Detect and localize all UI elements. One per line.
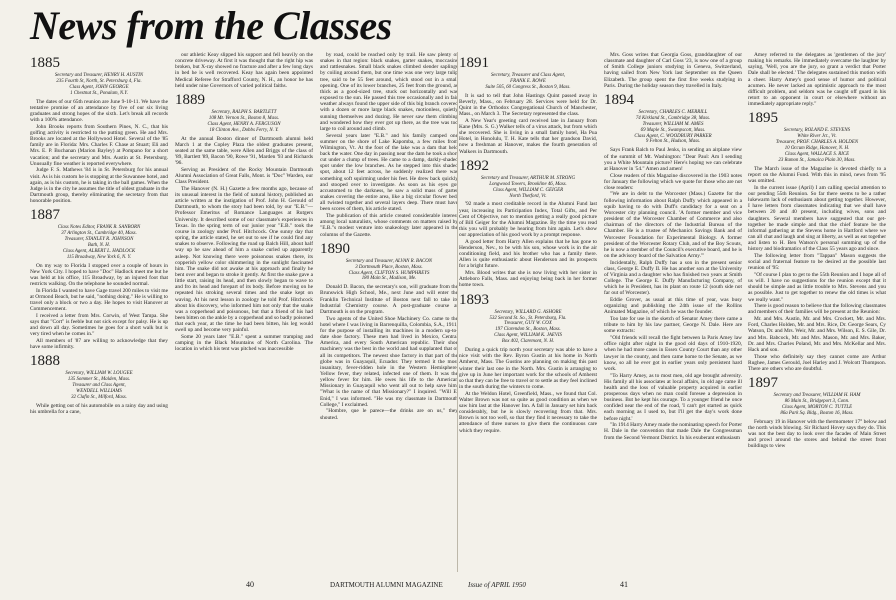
news-paragraph: During a quick trip north your secretary was able to have a nice visit with the Rev. Byron Gustin at his home in North Amherst, Mass. The Gustins are planning on making this past winter their last one in the North. Mrs. Gustin is arranging to give up in June her important work for the schools of Amherst so that they can be free to travel or to settle as they feel inclined in the south during the winters to come. — [459, 347, 597, 390]
officer-line: 1 Chestnut St., Ponalam, N.Y. — [70, 90, 128, 96]
class-officers — [748, 128, 886, 163]
masthead-title: News from the Classes — [30, 3, 392, 48]
news-paragraph: Mr. and Mrs. Austin, Mr. and Mrs. Crockett, Mr. and Mrs. Ford, Charles Holden, Mr. and Mrs. Rice, Dr. George Sears, Cy Watson, Dr. and Mrs. Weir, Mr. and Mrs. Wilson, E. S. Gile, Dr. and Mrs. Babcock, Mr. and Mrs. Mason, Mr. and Mrs. Baker, Dr. and Mrs. Charles Poland, Mr. and Mrs. McKellar and Mrs. Hack and son. — [748, 316, 886, 353]
news-paragraph: Several years later "E.B." and his family camped one summer on the shore of Lake Kapomba, a few miles from Wilmington, Vt. At the foot of the lake was a dam that held back the water. One day in passing near the dam he took a short cut under a clump of trees. He came to a damp, darkly-shaded spot under the low branches. As he stepped into this shaded spot, about 12 feet across, he suddenly realized there was something soft squirming under his feet. He drew back quickly and stooped over to investigate. As soon as his eyes got accustomed to the darkness, he saw a solid mass of garter snakes covering the entire area, like a big circular flower bed, all twisted together and several layers deep. There must have been scores of them, his article stated. — [320, 132, 458, 213]
officer-line: Secretary and Treasurer, ALVAN R. BACON — [345, 258, 433, 264]
column-6 — [748, 52, 886, 450]
news-paragraph: At the Weldon Hotel, Greenfield, Mass., we found that Col. Walter Brown was not so quite as good condition as when we saw him last at the Hanover Inn. A fall in January set him back considerably, but he is slowly recovering from that. Mrs. Brown is not too well, so that they find it necessary to take the attendance of three nurses to give them the continuous care which they require. — [459, 390, 597, 434]
officer-line: 9 Felton St., Hudson, Mass. — [645, 139, 701, 145]
class-year-heading: 1897 — [748, 375, 778, 391]
officer-line: 135 Sommer St., Malden, Mass. — [67, 377, 131, 383]
class-officers — [748, 393, 886, 417]
news-paragraph: "Hombre, que le parece—the drinks are on us," they shouted. — [320, 408, 458, 421]
news-paragraph: The Hanover (N. H.) Gazette a few months ago, because of its unusual interest in the field of natural history, published an article written at the instigation of Prof. John H. Gerould of Dartmouth, to whom the story had been told, by our "E.B."—Professor Emeritus of Romance Languages at Rutgers University. It described some of our classmate's experiences in Texas. In the spring term of our junior year "E.B." took the course in zoology under Prof. Hitchcock. One sunny day that spring, the article stated, he set out to see if he could find any snakes to observe. Following the road up Balch Hill, about half way up he saw ahead of him a snake curled up apparently asleep. Not knowing there were poisonous snakes there, its copperish yellow color shimmering in the sunlight fascinated him. The snake did not awake at his approach and finally he bent over and began to stroke it gently. At first the snake gave a little start, raising its head, and then slowly began to wave to and fro its head and forepart of its body. Before moving on he repeated his stroking several times and the snake kept on waving. At his next lesson in zoology he told Prof. Hitchcock about his discovery, who informed him not only that the snake was a copperhead and poisonous, but that a friend of his had been bitten on the ankle by a copperhead and so badly poisoned that each year, at the time he had been bitten, his leg would swell up and become very painful. — [175, 185, 313, 334]
news-paragraph: Donald D. Bacon, the secretary's son, will graduate from the Brunswick High School, Me., next June and will enter the Franklin Technical Institute of Boston next fall to take its Industrial Chemistry course. A post-graduate course at Dartmouth is on the program. — [320, 284, 458, 315]
officer-line: Class Agent, CLIFTON S. HUMPHREYS — [348, 270, 430, 276]
officer-line: North Thetford, Vt. — [509, 193, 547, 199]
news-paragraph: John Brooks reports from Southern Pines, N. C., that his golfing activity is restricted to the putting green. He and Mrs. Brooks are located at the Hollywood Hotel. Several of the '85 family are in Florida: Mrs. Charles F. Chase at Stuart; Eli and Mrs. E. P. Buchanan (Marion Bayley) at Pompano for a short vacation; and the secretary and Mrs. Austin at St. Petersburg. Unusually fine weather is reported everywhere. — [30, 123, 168, 167]
officer-line: Secretary and Treasurer, HENRY H. AUSTIN — [54, 73, 144, 78]
news-paragraph: In the current issue (April) I am calling special attention to our pending 55th Reunion. So far there seems to be a rather lukewarm lack of enthusiasm about getting together. However, I have letters from classmates indicating that we shall have between 20 and 40 present, including wives, sons and daughters. Several members have suggested that our get-together be made simple and that the chief feature be the informal gathering at the Stevens home in Hartford where we can all chat and laugh and sing at liberty, as well as eat together and listen to H. Ben Watson's personal summing up of the history and biodramatics of the Class 55 years ago and since. — [748, 184, 886, 253]
officer-line: WENDELL WILLIAMS — [76, 389, 122, 395]
news-paragraph: The dates of our 65th reunion are June 9-10-11. We have the tentative promise of an attendance by five of our six living graduates and strong hopes of the sixth. Let's break all records with a 100% attendance. — [30, 98, 168, 124]
class-officers — [459, 310, 597, 345]
officer-line: 3 Dartmouth Place, Boston, Mass. — [355, 264, 423, 270]
officer-line: 86 Main St., Bridgeport 3, Conn. — [784, 398, 850, 404]
news-paragraph: A New Year's greeting card received late in January from Kane (Mrs. S. G.) Walker tells of a virus attack, but from which she recovered. She is living in a small family hotel, Ha Pua Hotel, in Honolulu, T. H. Kate tells that her grandson David, now a freshman at Hanover, makes the fourth generation of Walkers in Dartmouth. — [459, 117, 597, 155]
news-paragraph: A good letter from Harry Allen explains that he has gone to Henderson, Nev., to be with his son, whose work is in the air conditioning field, and his brother who has a family there. Allen is quite enthusiastic about Henderson and its prospects for a bright future. — [459, 238, 597, 270]
news-paragraph: Amey referred to the delegates as 'gentlemen of the jury' making his remarks. He immediately overcame the laughter by saying, 'Well, you are the jury, so grant a verdict that Porter Dale shall be elected.' The delegates sustained this motion with a cheer. Harry Amey's good sense of humor and political acumen. He never lacked an optimistic approach to the most difficult problem, and seldom was he caught off guard in his retort to an opponent in court or elsewhere without an immediately appropriate reply." — [748, 52, 886, 108]
class-officers — [30, 371, 168, 401]
officer-line: Secretary, ROLAND E. STEVENS — [783, 128, 851, 134]
officer-line: Class Notes Editor, FRANK R. SANBORN — [57, 225, 141, 231]
officer-line: Class Agent, WALLACE S. RICE — [784, 152, 850, 158]
officer-line: Treasurer, STANLEY R. JOHNSON — [64, 237, 134, 243]
officer-line: Class Agent, JOHN GEORGE — [69, 84, 129, 90]
column-4 — [459, 52, 597, 434]
column-1 — [30, 52, 168, 416]
news-paragraph: Close readers of this Magazine discovered in the 1903 notes for January the following which we quote for those who are not close readers: — [604, 172, 742, 191]
class-officers — [320, 259, 458, 283]
class-officers — [604, 110, 742, 145]
officer-line: Class Agent, HENRY A. FERGUSON — [207, 121, 281, 127]
page-gutter-divider — [457, 52, 458, 572]
news-paragraph: Serving as President of the Rocky Mountain Dartmouth Alumni Association of Great Falls, Mont. is "Doc" Warden, our Class President. — [175, 166, 313, 186]
class-year-heading: 1893 — [459, 291, 489, 308]
officer-line: Box 402, Claremont, N. H. — [501, 339, 555, 345]
officer-line: Class Agent, WILLIAM C. GEIGER — [492, 187, 564, 193]
news-paragraph: Some 20 years later "E.B." spent a summer tramping and camping in the Black Mountains of North Carolina. The location in which his tent was pitched was inaccessible — [175, 334, 313, 353]
news-paragraph: "We are in debt to the Worcester (Mass.) Gazette for the following information about Ralph Duffy which appeared in a squib having to do with Duff's candidacy for a seat on a Worcester city planning council. 'A former member and vice president of the Worcester Chamber of Commerce and also chairman of the directors of the Industrial Bureau of the Chamber. He is a trustee of Mechanics Savings Bank and of Worcester Foundation for Experimental Biology. A former president of the Worcester Rotary Club, and of the Boy Scouts, he is now a member of the Council's executive board, and he is on the advisory board of the Salvation Army.'" — [604, 191, 742, 260]
officer-line: 37 Arlington St., Cambridge 40, Mass. — [61, 231, 137, 237]
news-paragraph: While getting out of his automobile on a rainy day and using his umbrella for a cane, — [30, 402, 168, 416]
news-paragraph: Mrs. Goss writes that Georgia Goss, granddaughter of our classmate and daughter of Carl Goss '23, is now one of a group of Smith College juniors studying in Geneva, Switzerland, having sailed from New York last September on the Queen Elizabeth. The group spent the first five weeks studying in Paris. During the holiday season they travelled in Italy. — [604, 52, 742, 89]
officer-line: Secretary, WILLARD G. ASHORE — [494, 309, 562, 315]
news-paragraph: Those who definitely say they cannot come are Arthur Rughee, James Gerould, Joel Harley and J. Wolcott Thompson. There are others who are doubtful. — [748, 353, 886, 372]
news-paragraph: "To Harry Amey, as to most men, old age brought adversity. His family all his associates at local affairs, in old age came ill health and the loss of valuable property acquired in earlier prosperous days when no man could foresee a depression in business. But he kept his courage. To a younger friend he once confided near the end of the road, 'I can't get started as quick each morning as I used to, but I'll get the day's work done before night.' — [604, 372, 742, 422]
column-2 — [175, 52, 313, 353]
officer-line: 532 Second St. So., St. Petersburg, Fla. — [489, 315, 567, 321]
officer-line: 23 Ramon St., Jamaica Plain 30, Mass. — [778, 157, 856, 163]
officer-line: 69 Maple St., Swampscott, Mass. — [640, 127, 706, 133]
officer-line: Suite 505, 60 Congress St., Boston 9, Mass. — [485, 84, 571, 90]
officer-line: Secretary, CHARLES C. MERRILL — [638, 109, 708, 115]
officer-line: White River Jct., Vt. — [797, 134, 837, 140]
officer-line: Longwood Towers, Brookline 46, Mass. — [489, 181, 567, 187]
officer-line: FRANK E. ROWE — [510, 78, 546, 84]
news-paragraph: The March issue of the Magazine is devoted chiefly to a report on the Alumni Fund. With this in mind, news from '95 was omitted. — [748, 165, 886, 185]
officer-line: 10 Occum Ridge, Hanover, N. H. — [784, 146, 850, 152]
news-paragraph: I received a letter from Mrs. Corwin, of West Tampa. She says that "Cort" is feeble but not sick except for palsy. He is up and down all day. Sometimes he goes for a short walk but is very tired when he comes in." — [30, 312, 168, 338]
class-officers — [459, 176, 597, 200]
officer-line: Treasurer, GUY W. COX — [504, 321, 552, 327]
class-officers — [30, 225, 168, 260]
officer-line: 74 Kirkland St., Cambridge 38, Mass. — [635, 115, 711, 121]
news-paragraph: by road, could be reached only by trail. He saw plenty of snakes in that region: black snakes, garter snakes, moccasins and rattlesnakes. Small black snakes climbed slender saplings by coiling around them, but one time was one very large tulip tree, said to be 55 feet around, which stood out in a small opening. One of its lower branches, 25 feet from the ground, as thick as a good-sized tree, stuck out horizontally and was exposed to the sun. He passed this tree occasionally and in fair weather always found the upper side of this big branch covered with a dozen or more large black snakes, motionless, quietly sunning themselves and dozing. He never saw them climbing and wondered how they ever got up there, as the tree was too large to coil around and climb. — [320, 52, 458, 132]
officer-line: Secretary, WILLIAM W. LOUGEE — [65, 371, 133, 377]
officer-line: Treasurer and Class Agent, — [72, 383, 126, 389]
news-paragraph: At the annual Boston dinner of Dartmouth alumni held March 1 at the Copley Plaza the oldest graduates present, seated at the same table, were Allen and Briggs of the class of '89, Bartlett '89, Bacon '90, Rowe '91, Marden '93 and Richards '96. — [175, 135, 313, 167]
news-paragraph: Too late for use in the sketch of Senator Amey there came a tribute to him by his law partner, George N. Dale. Here are some extracts: — [604, 316, 742, 335]
news-paragraph: our athletic Keay slipped his support and fell heavily on the concrete driveway. At first it was thought that the right hip was broken, but X-ray showed no fracture and after a few long days in bed he is well recovered. Keay has again been appointed Medical Referee for Strafford County, N. H., an honor he has held under nine Governors of varied political faiths. — [175, 52, 313, 89]
class-officers — [459, 73, 597, 91]
class-year-heading: 1892 — [459, 157, 489, 174]
news-paragraph: Judge F. S. Mathews '84 is in St. Petersburg for his annual visit. As is his custom he is stopping at the Suwannee hotel, and again, as is his custom, he is taking in the ball games. When the Judge is in the city he assumes the title of oldest graduate in the Dartmouth group, thereby eliminating the secretary from that honorable position. — [30, 167, 168, 205]
officer-line: 180 Main St., Madison, Me. — [361, 276, 417, 282]
officer-line: 197 Clarendon St., Boston, Mass. — [495, 327, 561, 333]
class-year-heading: 1889 — [175, 91, 205, 108]
news-paragraph: In Florida I wanted to have Gage travel 200 miles to visit me at Ormond Beach, but he said, "nothing doing." He is willing to travel only a block or two a day. He hopes to visit Hanover at Commencement. — [30, 287, 168, 313]
news-paragraph: '92 made a most creditable record in the Alumni Fund last year, increasing its Participation Index, Total Gifts, and Per Cent of Objective, not to mention getting a really good picture of Bill Geiger for the Alumni Magazine. By the time you read this you will probably be hearing from him again. Let's show our appreciation of his good work by a prompt response. — [459, 201, 597, 239]
officer-line: Secretary and Treasurer, ARTHUR M. STRONG — [480, 175, 576, 181]
issue-date: Issue of APRIL 1950 — [468, 581, 526, 589]
page-number-right: 41 — [620, 580, 628, 589]
class-officers — [30, 73, 168, 97]
news-paragraph: There is good reason to believe that the following classmates and members of their families will be present at the Reunion: — [748, 303, 886, 316]
news-paragraph: Eddie Grover, as usual at this time of year, was busy organizing and publishing the 24th issue of the Rollins Animated Magazine, of which he was the founder. — [604, 297, 742, 316]
officer-line: Secretary, Treasurer and Class Agent, — [490, 73, 566, 78]
officer-line: 32 Clafin St., Milford, Mass. — [71, 395, 127, 401]
class-year-heading: 1885 — [30, 55, 60, 71]
column-3 — [320, 52, 458, 421]
officer-line: 235 Fourth St, North, St. Petersburg 4, Fla. — [56, 78, 142, 84]
news-paragraph: Two agents of the United Shoe Machinery Co. came to the hotel where I was living in Barrenquilla, Colombia, S.A., 1911, for the purpose of installing its machines in a modern up-to-date shoe factory. These men had lived in Mexico, Central America, and every South American republic. Their shoe machinery was the best in the world and had supplanted that of all its competitors. The newest shoe factory in that part of the globe was in Guayaquil, Ecuador. They termed it the most insanitary, fever-ridden hole in the Western Hemisphere. Yellow fever, they related, infected one of them. It was the yellow fever for him. He owes his life to the American Missionary in Guayaquil who went all out to help save him. "What is the name of that Missionary?" I inquired. "Will E. Enid," I was informed. "He was my classmate in Dartmouth College," I exclaimed. — [320, 315, 458, 408]
officer-line: Treasurer, PROF. CHARLES A. HOLDEN — [775, 140, 859, 146]
news-paragraph: All members of '87 are willing to acknowledge that they have some infirmity. — [30, 338, 168, 351]
class-year-heading: 1887 — [30, 207, 60, 224]
news-paragraph: It is sad to tell that John Hastings Quint passed away in Beverly, Mass., on February 28. Services were held for Dr. Quint in the Orthodox Congregational Church of Manchester, Mass., on March 3. The Secretary represented the class. — [459, 92, 597, 118]
class-year-heading: 1890 — [320, 240, 350, 257]
officer-line: 18 Clinton Ave., Dobbs Ferry, N. Y. — [209, 127, 279, 133]
class-officers — [175, 110, 313, 134]
page-number-left: 40 — [246, 580, 254, 589]
news-paragraph: "Of course I plan to get to the 55th Reunion and I hope all of us will. I have no suggestions for the reunion except that it should be simple and as little trouble to Mrs. Stevens and you as possible. Just to get together to renew the old times is what we really want." — [748, 272, 886, 303]
news-paragraph: The publication of this article created considerable interest among local naturalists, whose comments on matters raised by "E.B."s modest venture into snakeology later appeared in the columns of the Gazette. — [320, 213, 458, 238]
officer-line: 115 Broadway, New York 6, N. Y. — [66, 254, 132, 260]
officer-line: Class Agent, ALBERT L. HADLOCK — [62, 248, 136, 254]
officer-line: Treasurer, WILLIAM M. AMES — [642, 121, 704, 127]
officer-line: 86a Park Sq. Bldg., Boston 16, Mass. — [780, 410, 854, 416]
news-paragraph: Mrs. Blood writes that she is now living with her sister in Attleboro Falls, Mass. and enjoying being back in her former home town. — [459, 270, 597, 289]
officer-line: Bath, N. H. — [87, 243, 111, 248]
news-paragraph: "Old friends will recall the fight between la Paris Amey law office night after night in the good old days of 1910-1920, when he had more cases in Essex County Court than any other lawyer in the county, and then came home to the Senate, as we know, so all he ever got in earlier years only persistent hard work. — [604, 335, 742, 372]
news-paragraph: "In 1914 Harry Amey made the nominating speech for Porter H. Dale in the convention that made Dale the Congressman from the Second Vermont District. In his exuberant enthusiasm — [604, 422, 742, 441]
officer-line: Secretary, RALPH S. BARTLETT — [211, 109, 277, 115]
news-paragraph: The following letter from "Tappan" Mason suggests the social and fraternal feature to be desired at the possible last reunion of '95: — [748, 253, 886, 272]
magazine-name: DARTMOUTH ALUMNI MAGAZINE — [330, 581, 443, 589]
officer-line: Class Agent, MORTON C. TUTTLE — [781, 404, 853, 410]
column-5 — [604, 52, 742, 441]
officer-line: 108 Mt. Vernon St., Boston 8, Mass. — [208, 115, 280, 121]
class-year-heading: 1888 — [30, 353, 60, 370]
news-paragraph: Says Frank Balch to Paul Jenks, in sending an airplane view of the summit of Mt. Washington: "Dear Paul: Am I sending you a White Mountain picture? Here's hoping we can celebrate at Hanover in '54." Amen and amen! — [604, 147, 742, 172]
news-paragraph: Incidentally, Ralph Duffy has a son in the present senior class, George E. Duffy II. He has another son at the University of Virginia and a daughter who has finished two years at Smith College. The George E. Duffy Manufacturing Company, of which he is President, has its plant on route 12 (south side not far out of Worcester). — [604, 259, 742, 297]
officer-line: Class Agent, C. WOODBURY PARKER — [634, 133, 712, 139]
officer-line: Class Agent, WILLIAM K. JAEVIS — [494, 333, 562, 339]
news-paragraph: On my way to Florida I stopped over a couple of hours in New York City. I hoped to have "Doc" Hadlock meet me but he was held at his office, 115 Broadway, by an injured foot that restricts walking. On the telephone he sounded normal. — [30, 262, 168, 288]
class-year-heading: 1891 — [459, 55, 489, 71]
class-year-heading: 1894 — [604, 91, 634, 108]
officer-line: Secretary and Treasurer, WILLIAM H. HAM — [773, 393, 861, 398]
news-paragraph: February 19 in Hanover with the thermometer 17° below and the north winds blowing. Sir Richard Hovey says they do. This was not the best day to look over the facades of Main Street and prowl around the stores and behind the street front buildings to view — [748, 418, 886, 450]
class-year-heading: 1895 — [748, 110, 778, 127]
